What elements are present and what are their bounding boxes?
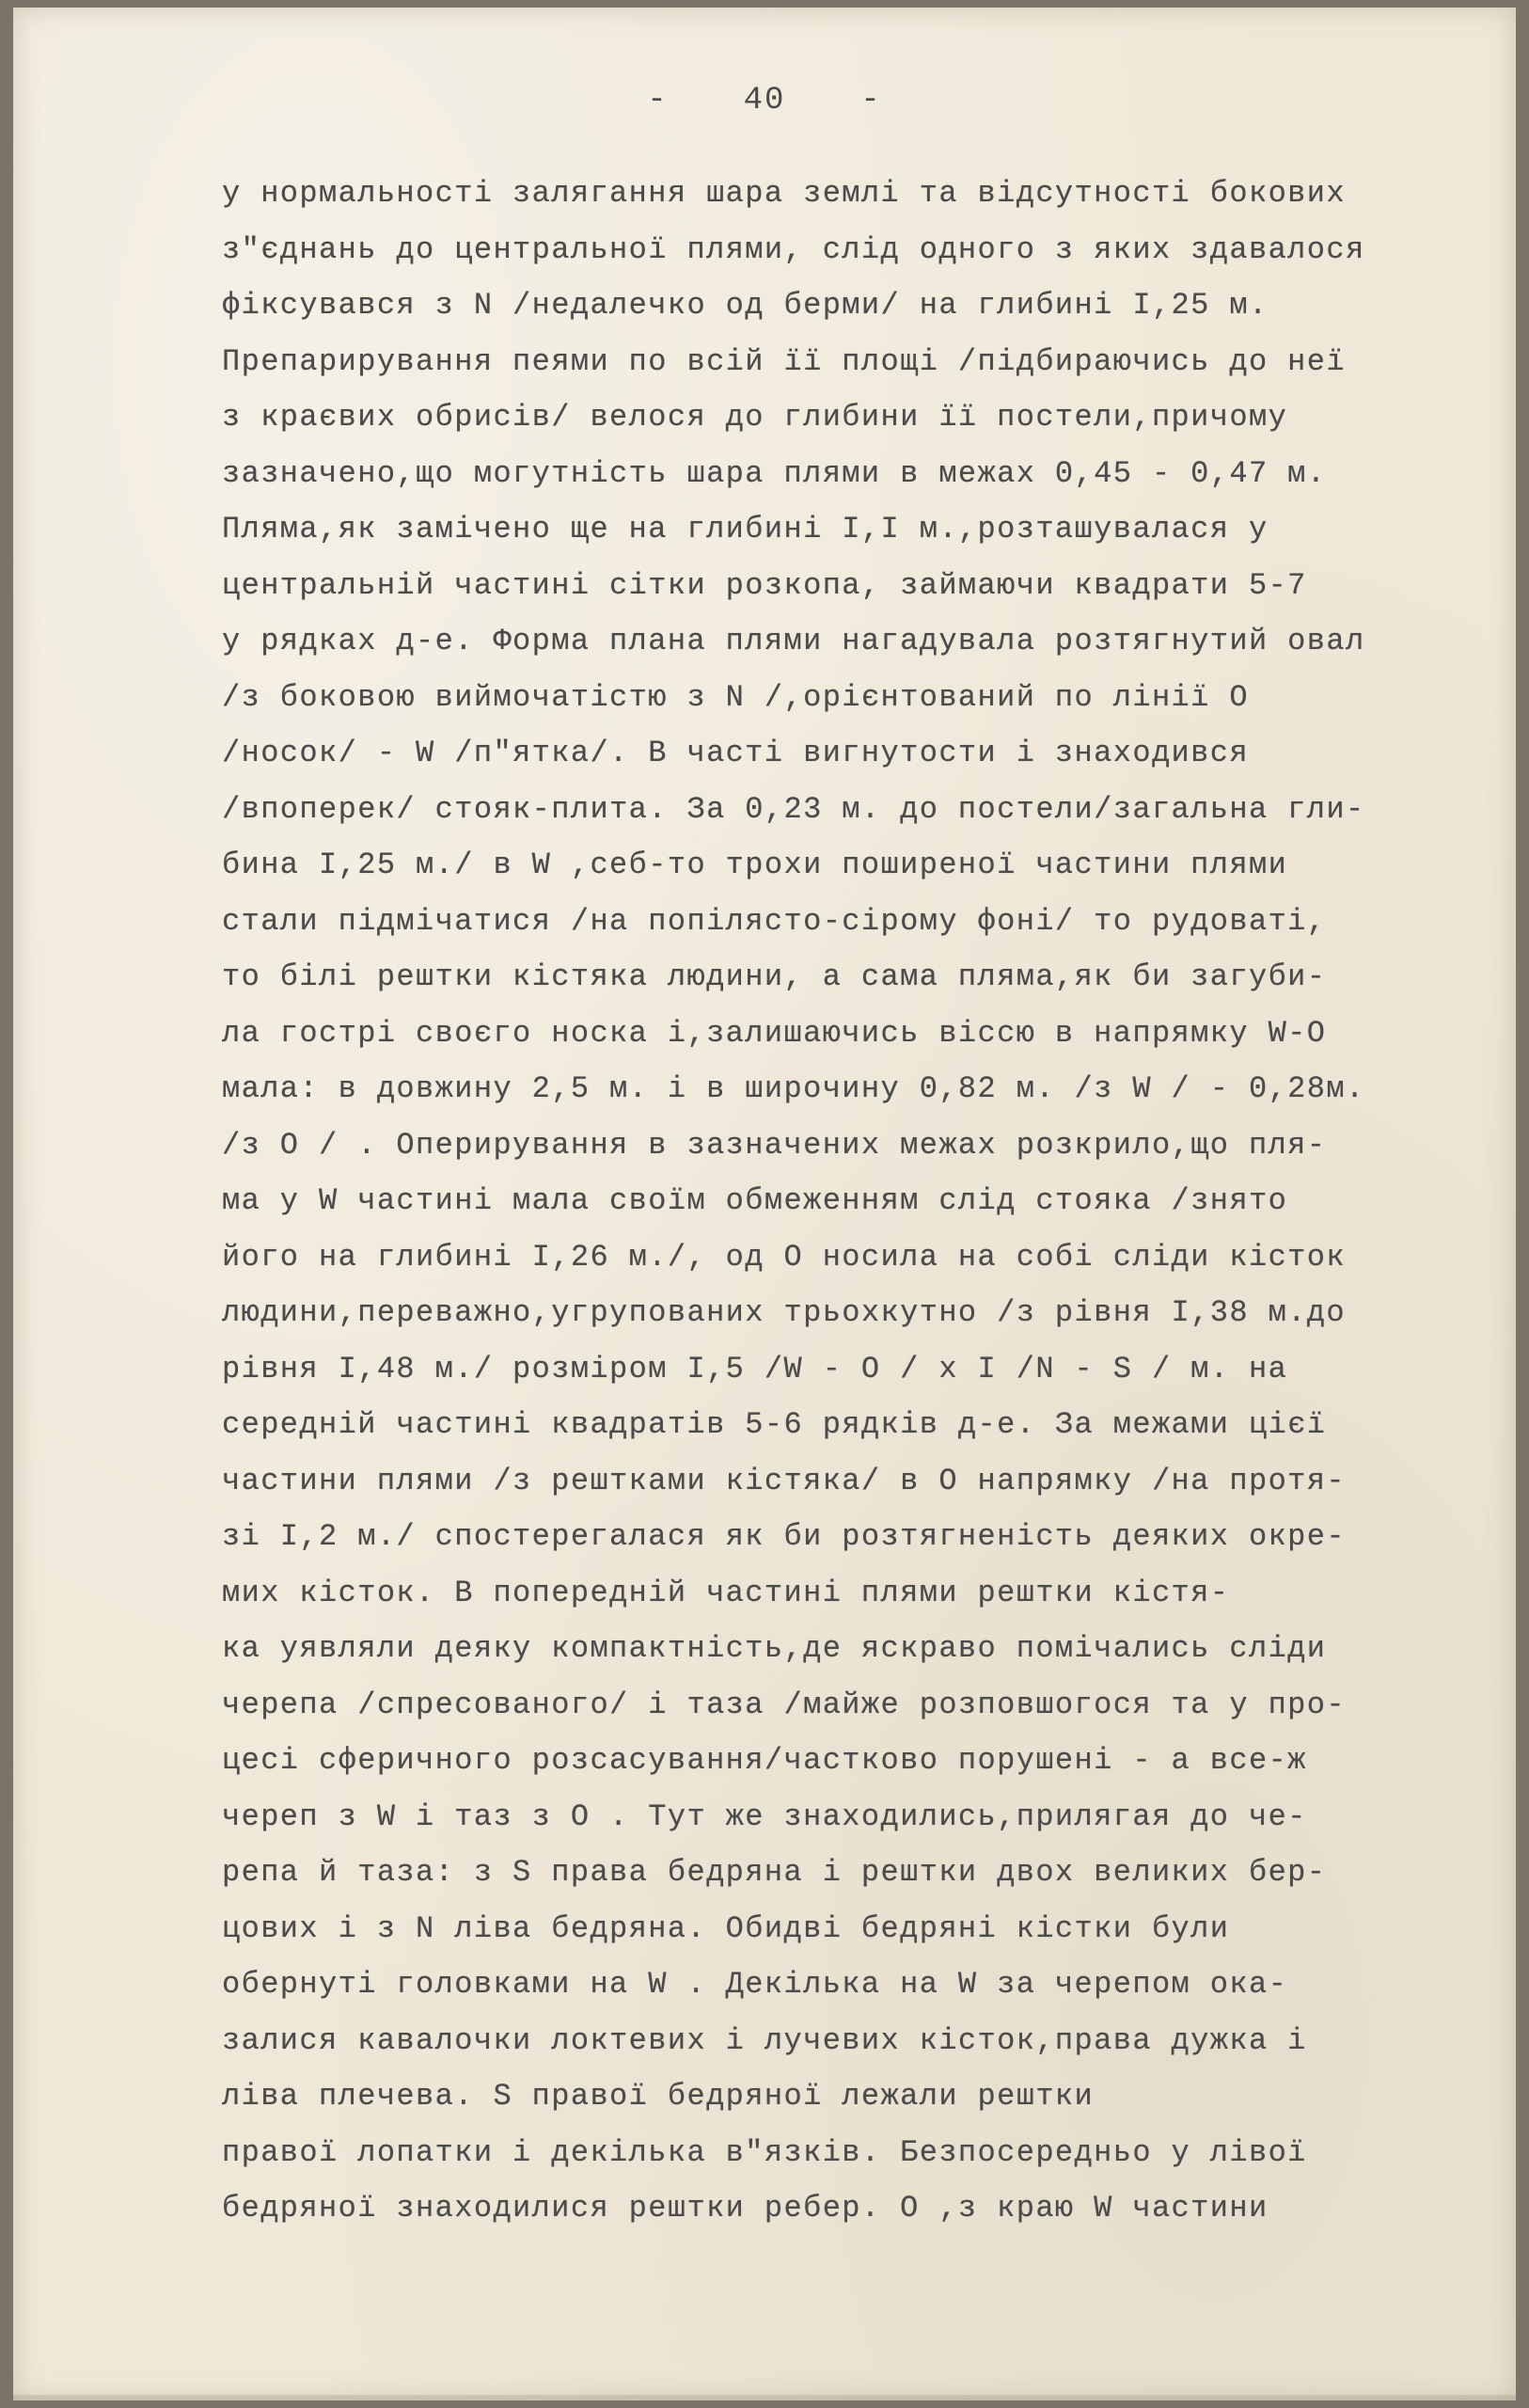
text-line: цесі сферичного розсасування/частково порушені - а все-ж xyxy=(222,1743,1307,1778)
text-line: людини,переважно,угрупованих трьохкутно /з рівня І,38 м.до xyxy=(222,1295,1346,1330)
text-line: ка уявляли деяку компактність,де яскраво помічались сліди xyxy=(222,1631,1327,1666)
text-line: зі І,2 м./ спостерегалася як би розтягненість деяких окре- xyxy=(222,1519,1346,1554)
page-number-dash-right: - xyxy=(860,83,882,119)
text-line: бина І,25 м./ в W ,себ-то трохи поширеної частини плями xyxy=(222,848,1288,882)
text-line: стали підмічатися /на попілясто-сірому фоні/ то рудоваті, xyxy=(222,903,1327,939)
document-page xyxy=(13,8,1516,2400)
text-line: правої лопатки і декілька в"язків. Безпосередньо у лівої xyxy=(222,2134,1307,2170)
text-line: рівня І,48 м./ розміром І,5 /W - O / х І /N - S / м. на xyxy=(222,1351,1288,1386)
text-line: частини плями /з рештками кістяка/ в O напрямку /на протя- xyxy=(222,1463,1346,1498)
text-line: цових і з N ліва бедряна. Обидві бедряні кістки були xyxy=(222,1910,1230,1946)
text-line: фіксувався з N /недалечко од берми/ на глибині І,25 м. xyxy=(222,288,1269,323)
page-number-dash-left: - xyxy=(647,83,669,119)
text-line: у рядках д-е. Форма плана плями нагадувала розтягнутий овал xyxy=(222,624,1365,658)
text-line: репа й таза: з S права бедряна і рештки двох великих бер- xyxy=(222,1855,1327,1890)
text-line: Препарирування пеями по всій її площі /підбираючись до неї xyxy=(222,343,1346,379)
text-line: /з боковою виймочатістю з N /,орієнтований по лінії O xyxy=(222,679,1249,715)
text-line: його на глибині І,26 м./, од O носила на собі сліди кісток xyxy=(222,1239,1346,1275)
text-line: ла гострі своєго носка і,залишаючись віссю в напрямку W-O xyxy=(222,1015,1327,1051)
text-line: /носок/ - W /п"ятка/. В часті вигнутости і знаходився xyxy=(222,736,1249,770)
text-line: у нормальності залягання шара землі та відсутності бокових xyxy=(222,176,1346,211)
text-line: мала: в довжину 2,5 м. і в широчину 0,82 м. /з W / - 0,28м. xyxy=(222,1071,1365,1106)
text-line: залися кавалочки локтевих і лучевих кісток,права дужка і xyxy=(222,2022,1307,2058)
text-line: з краєвих обрисів/ велося до глибини її постели,причому xyxy=(222,400,1288,435)
text-line: /впоперек/ стояк-плита. За 0,23 м. до постели/загальна гли- xyxy=(222,791,1365,827)
text-line: обернуті головками на W . Декілька на W за черепом ока- xyxy=(222,1967,1288,2002)
text-line: Пляма,як замічено ще на глибині І,І м.,розташувалася у xyxy=(222,512,1269,547)
text-line: центральній частині сітки розкопа, займаючи квадрати 5-7 xyxy=(222,567,1307,603)
text-line: череп з W і таз з O . Тут же знаходились,прилягая до че- xyxy=(222,1798,1307,1834)
text-line: зазначено,що могутність шара плями в межах 0,45 - 0,47 м. xyxy=(222,455,1327,491)
text-line: ма у W частині мала своїм обмеженням слід стояка /знято xyxy=(222,1183,1288,1218)
text-line: то білі рештки кістяка людини, а сама пляма,як би загуби- xyxy=(222,959,1327,994)
text-line: ліва плечева. S правої бедряної лежали рештки xyxy=(222,2079,1095,2114)
text-line: середній частині квадратів 5-6 рядків д-е. За межами цієї xyxy=(222,1407,1327,1442)
text-line: мих кісток. В попередній частині плями рештки кістя- xyxy=(222,1575,1230,1610)
page-number: 40 xyxy=(743,83,786,119)
typed-text-body xyxy=(222,166,1510,2237)
text-line: бедряної знаходилися рештки ребер. O ,з краю W частини xyxy=(222,2191,1269,2226)
text-line: /з O / . Оперирування в зазначених межах розкрило,що пля- xyxy=(222,1127,1327,1163)
page-edge-shadow xyxy=(13,2395,1516,2400)
text-line: з"єднань до центральної плями, слід одного з яких здавалося xyxy=(222,231,1365,267)
page-number-header xyxy=(13,83,1516,119)
text-line: черепа /спресованого/ і таза /майже розповшогося та у про- xyxy=(222,1687,1346,1722)
